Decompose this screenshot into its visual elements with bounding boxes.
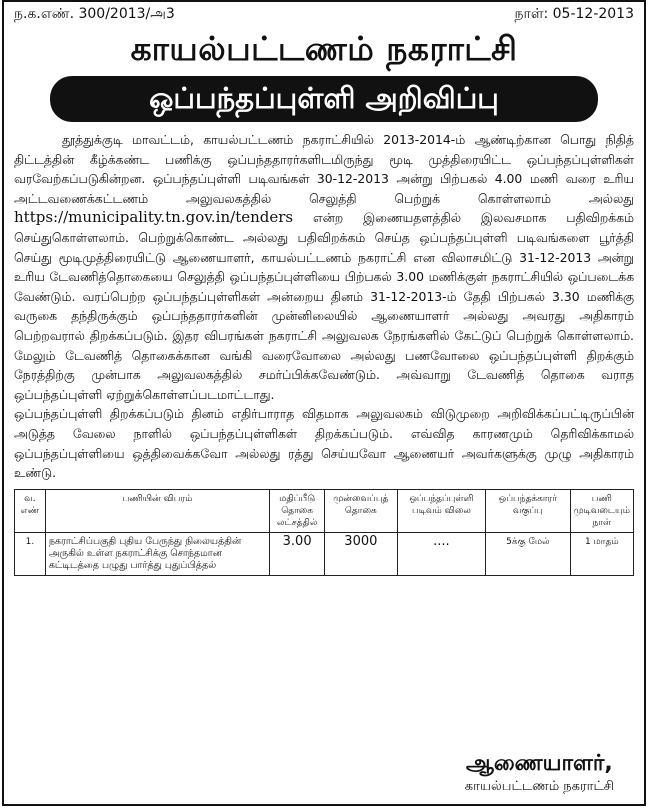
cell-work-description: நகராட்சிப்பகுதி புதிய பேருந்து நிலையத்தின் அருகில் உள்ள நகராட்சிக்கு சொந்தமான கட்டிடத்தை பழுது பார்த்து புதுப்பித்தல் — [45, 532, 269, 575]
col-contractor-class: ஒப்பந்தக்காரர் வகுப்பு — [486, 489, 570, 532]
header-line — [4, 2, 644, 26]
cell-estimate: 3.00 — [270, 532, 325, 575]
signatory-office: காயல்பட்டணம் நகராட்சி — [464, 779, 614, 794]
cell-contractor-class: 5க்கு மேல் — [486, 532, 570, 575]
col-serial-no: வ. எண் — [15, 489, 46, 532]
cell-emd: 3000 — [325, 532, 398, 575]
notice-banner: ஒப்பந்தப்புள்ளி அறிவிப்பு — [50, 76, 598, 122]
cell-completion-period: 1 மாதம் — [570, 532, 633, 575]
notice-date: நாள்: 05-12-2013 — [514, 6, 634, 22]
signature-block — [465, 750, 614, 796]
table-header-row — [15, 489, 634, 532]
reference-number: ந.க.எண். 300/2013/அ3 — [14, 6, 175, 22]
notice-paragraph-1 — [14, 130, 634, 404]
table-row — [15, 532, 634, 575]
paragraph-1-part-b: என்ற இணையதளத்தில் இலவசமாக பதிவிறக்கம் செய்துகொள்ளலாம். பெற்றுக்கொண்ட அல்லது பதிவிறக்கம் செய்த ஒப்பந்தப்புள்ளி படிவங்களை பூர்த்தி செய்து மூடிமுத்திரையிட்டு ஆணையாளர், காயல்பட்டணம் நகராட்சி என விலாசமிட்டு 31-12-2013 அன்று உரிய டேவணித்தொகையை செலுத்தி ஒப்பந்தப்புள்ளியை பிற்பகல் 3.00 மணிக்குள் நகராட்சியில் ஒப்படைக்க வேண்டும். வரப்பெற்ற ஒப்பந்தப்புள்ளிகள் அன்றைய தினம் 31-12-2013-ம் தேதி பிற்பகல் 3.30 மணிக்கு வருகை தந்திருக்கும் ஒப்பந்ததாரர்களின் முன்னிலையில் ஆணையாளர் அல்லது அவரது அதிகாரம் பெற்றவரால் திறக்கப்படும். இதர விபரங்கள் நகராட்சி அலுவலக நேரங்களில் கேட்டுப் பெற்றுக் கொள்ளலாம். மேலும் டேவணித் தொகைக்கான வங்கி வரைவோலை அல்லது பணவோலை ஒப்பந்தப்புள்ளி திறக்கும் நேரத்திற்கு முன்பாக அலுவலகத்தில் சமர்ப்பிக்கவேண்டும். அவ்வாறு டேவணித் தொகை வராத ஒப்பந்தப்புள்ளி ஏற்றுக்கொள்ளப்படமாட்டாது. — [14, 210, 634, 402]
col-completion-period: பணி முடிவடையும் நாள் — [570, 489, 633, 532]
notice-paragraph-2: ஒப்பந்தப்புள்ளி திறக்கப்படும் தினம் எதிர்பாராத விதமாக அலுவலகம் விடுமுறை அறிவிக்கப்பட்டிருப்பின் அடுத்த வேலை நாளில் ஒப்பந்தப்புள்ளிகள் திறக்கப்படும். எவ்வித காரணமும் தெரிவிக்காமல் ஒப்பந்தப்புள்ளியை ஒத்திவைக்கவோ அல்லது ரத்து செய்யவோ ஆணையர் அவர்களுக்கு முழு அதிகாரம் உண்டு. — [14, 406, 634, 481]
cell-form-price: .... — [397, 532, 485, 575]
col-estimate: மதிப்பீடு தொகை லட்சத்தில் — [270, 489, 325, 532]
works-table — [14, 489, 634, 576]
tender-notice — [2, 0, 646, 806]
tender-url-link[interactable]: https://municipality.tn.gov.in/tenders — [14, 208, 294, 227]
col-emd: முன்வைப்புத் தொகை — [325, 489, 398, 532]
signatory-title: ஆணையாளர், — [466, 751, 613, 776]
paragraph-1-part-a: தூத்துக்குடி மாவட்டம், காயல்பட்டணம் நகராட்சியில் 2013-2014-ம் ஆண்டிற்கான பொது நிதித் திட்டத்தின் கீழ்க்கண்ட பணிக்கு ஒப்பந்ததாரர்களிடமிருந்து மூடி முத்திரையிட்ட ஒப்பந்தப்புள்ளிகள் வரவேற்கப்படுகின்றன. ஒப்பந்தப்புள்ளி படிவங்கள் 30-12-2013 அன்று பிற்பகல் 4.00 மணி வரை உரிய அட்டவணைக்கட்டணம் அலுவலகத்தில் செலுத்தி பெற்றுக் கொள்ளலாம் அல்லது — [14, 132, 634, 206]
col-form-price: ஒப்பந்தப்புள்ளி படிவம் விலை — [397, 489, 485, 532]
cell-serial-no: 1. — [15, 532, 46, 575]
org-title: காயல்பட்டணம் நகராட்சி — [130, 29, 518, 68]
col-work-description: பணியின் விபரம் — [45, 489, 269, 532]
